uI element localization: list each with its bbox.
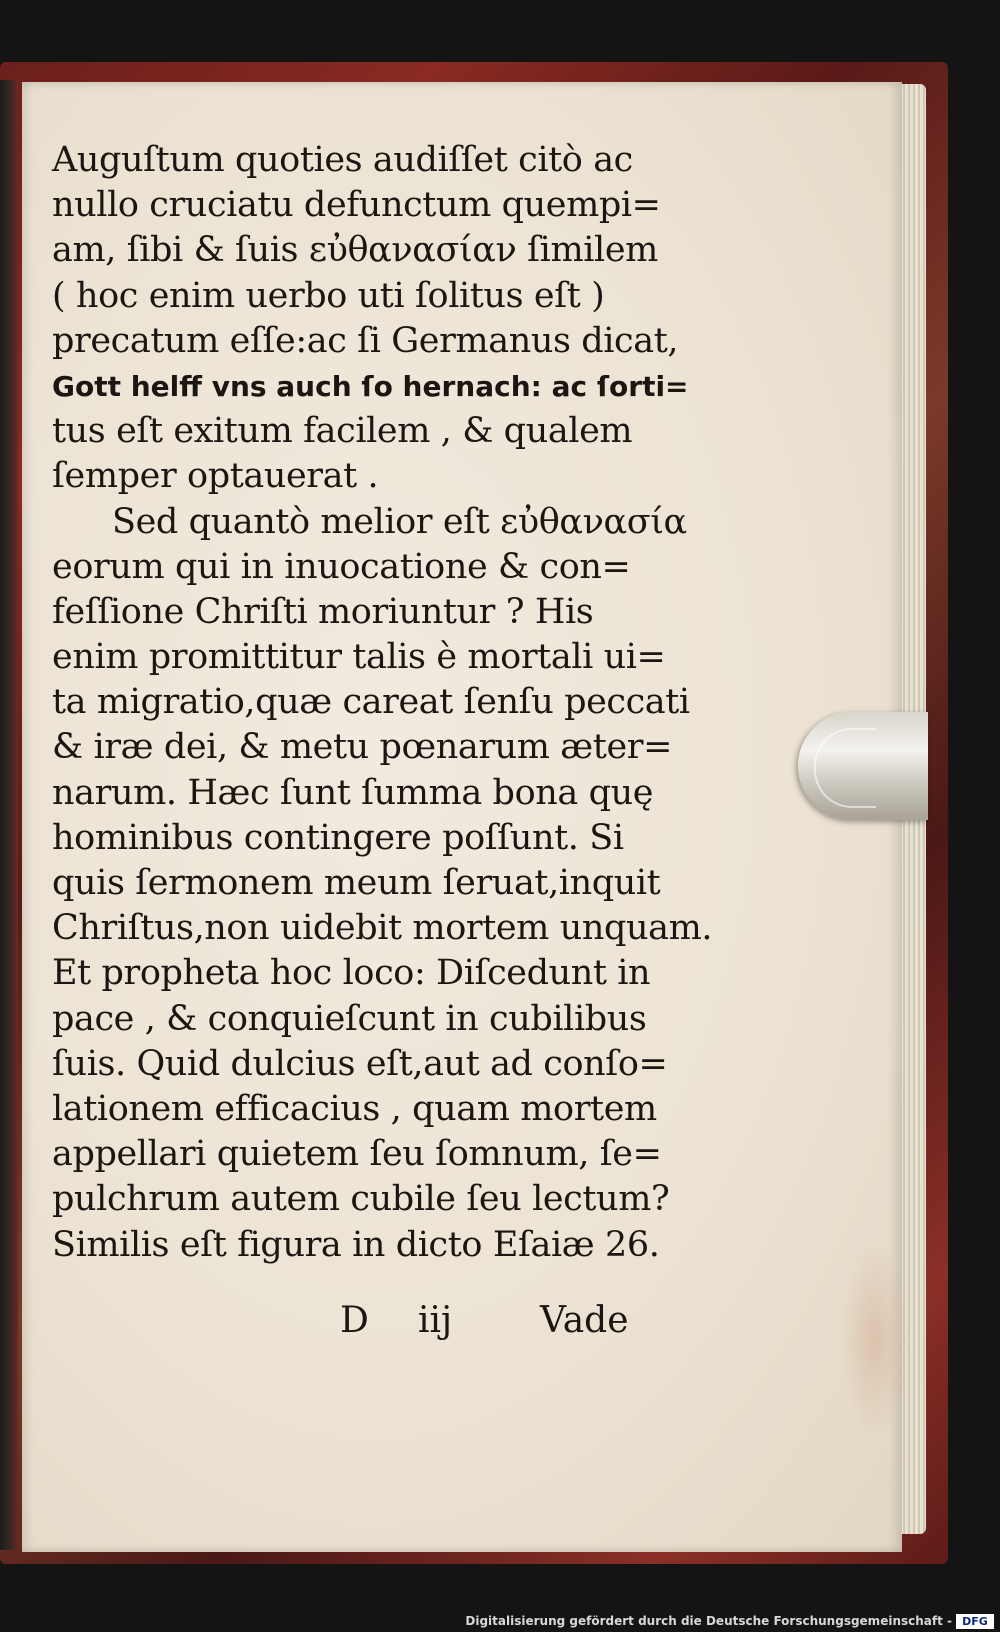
text-line: hominibus contingere poſſunt. Si xyxy=(52,817,624,858)
text-line: quis ſermonem meum ſeruat,inquit xyxy=(52,863,661,903)
text-line: Auguſtum quoties audiſſet citò ac xyxy=(52,140,633,180)
text-line: eorum qui in inuocatione & con= xyxy=(52,546,631,587)
page-stain xyxy=(840,1240,910,1440)
text-line: lationem efficacius , quam mortem xyxy=(52,1088,657,1129)
text-line: appellari quietem ſeu ſomnum, ſe= xyxy=(52,1134,662,1175)
text-line: Sed quantò melior eſt εὐθανασία xyxy=(112,501,687,542)
binding-edge xyxy=(0,80,18,1550)
text-line: Gott helff vns auch ſo hernach: ac ſorti= xyxy=(52,369,689,403)
text-line: Chriſtus,non uidebit mortem unquam. xyxy=(52,908,713,949)
catchword: Vade xyxy=(540,1300,629,1341)
text-line: am, ſibi & ſuis εὐθανασίαν ſimilem xyxy=(52,230,658,271)
text-line: ( hoc enim uerbo uti ſolitus eſt ) xyxy=(52,275,605,316)
text-line: narum. Hæc ſunt ſumma bona quę xyxy=(52,772,654,813)
dfg-logo: DFG xyxy=(956,1614,994,1629)
latin-text-block xyxy=(52,138,713,1268)
book-clasp xyxy=(798,712,928,820)
text-line: Similis eſt figura in dicto Eſaiæ 26. xyxy=(52,1224,660,1265)
text-line: feſſione Chriſti moriuntur ? His xyxy=(52,591,594,632)
digitization-credit: Digitalisierung gefördert durch die Deutsche Forschungsgemeinschaft - xyxy=(465,1614,952,1628)
text-line: ſuis. Quid dulcius eſt,aut ad conſo= xyxy=(52,1043,668,1084)
text-line: tus eſt exitum facilem , & qualem xyxy=(52,411,633,452)
text-line: precatum eſſe:ac ſi Germanus dicat, xyxy=(52,320,679,361)
text-line: Et propheta hoc loco: Diſcedunt in xyxy=(52,953,651,994)
signature-mark: D xyxy=(340,1300,369,1341)
text-line: pace , & conquieſcunt in cubilibus xyxy=(52,998,647,1039)
text-line: enim promittitur talis è mortali ui= xyxy=(52,637,666,678)
text-line: ſemper optauerat . xyxy=(52,456,379,497)
text-line: nullo cruciatu defunctum quempi= xyxy=(52,185,661,226)
text-line: ta migratio,quæ careat ſenſu peccati xyxy=(52,682,690,723)
text-line: & iræ dei, & metu pœnarum æter= xyxy=(52,727,673,768)
signature-number: iij xyxy=(418,1300,453,1341)
text-line: pulchrum autem cubile ſeu lectum? xyxy=(52,1179,670,1220)
